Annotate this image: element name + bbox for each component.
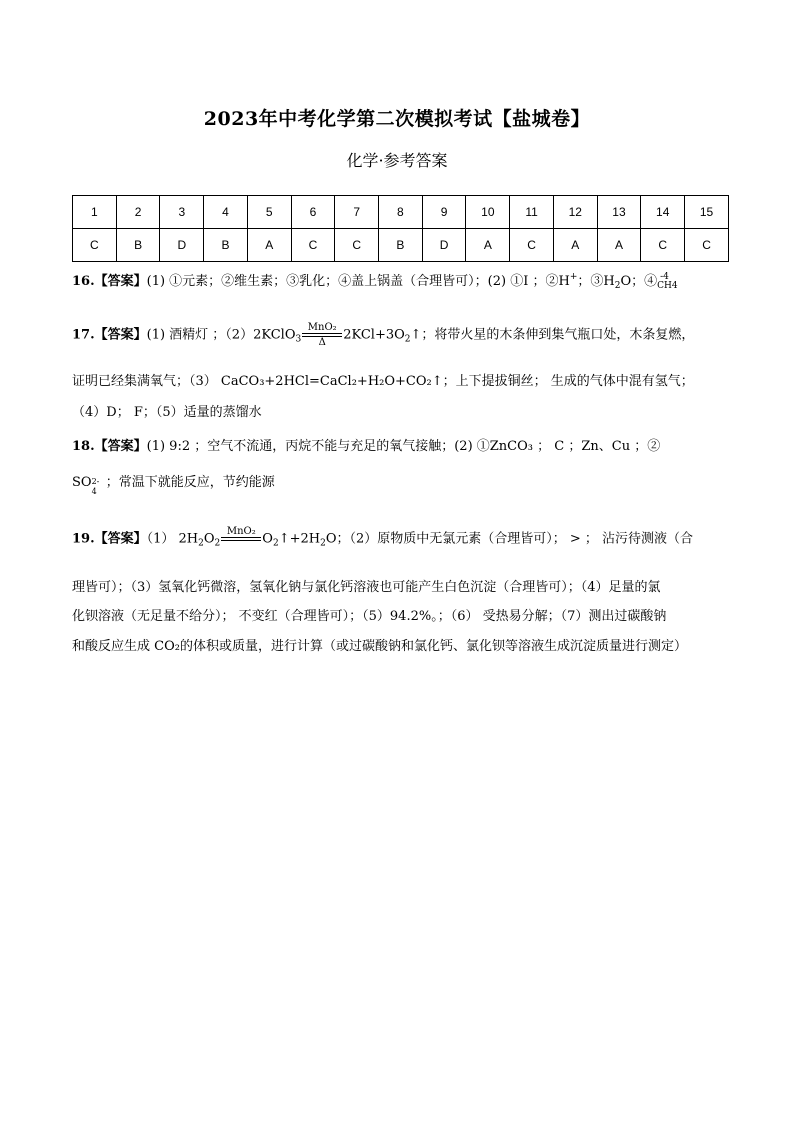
question-number-cell: 14 [641,196,685,229]
answer-19-line-4: 和酸反应生成 CO₂的体积或质量，进行计算（或过碳酸钠和氯化钙、氯化钡等溶液生成沉淀质量进行测定） [72,639,687,654]
answer-16-label: 16.【答案】 [72,274,147,289]
h2o2-subscript-2: 2 [214,538,221,549]
page-title: 2023年中考化学第二次模拟考试【盐城卷】 [203,108,591,130]
answer-cell: C [335,229,379,262]
answer-cell: C [510,229,554,262]
question-number-cell: 15 [685,196,729,229]
sulfate-symbol: SO [72,475,92,490]
answer-cell: C [73,229,117,262]
question-number-cell: 2 [116,196,160,229]
answer-17-line-2: 证明已经集满氧气；（3） CaCO₃+2HCl=CaCl₂+H₂O+CO₂↑；上下提拔铜丝； 生成的气体中混有氢气； [72,374,694,389]
question-number-cell: 3 [160,196,204,229]
answer-16 [72,272,732,292]
answer-19-line-3: 化钡溶液（无足量不给分）； 不变红（合理皆可）；（5）94.2%。；（6） 受热易分解；（7）测出过碳酸钠 [72,609,667,624]
answer-cell: A [597,229,641,262]
sulfate-charge [91,476,102,496]
answer-cell: A [466,229,510,262]
o2-subscript-19: 2 [272,538,279,549]
answer-18-line-1 [72,437,732,457]
answer-table-answer-row [73,229,729,262]
question-number-cell: 12 [553,196,597,229]
h2o2-subscript-1: 2 [198,538,204,549]
answer-cell: C [685,229,729,262]
answer-17-label: 17.【答案】 [72,327,147,343]
answer-cell: D [160,229,204,262]
question-number-cell: 1 [73,196,117,229]
h-plus-superscript: + [569,272,578,282]
catalyst-label: MnO₂ [307,322,337,333]
kclo3-subscript: 3 [295,334,302,345]
question-number-cell: 10 [466,196,510,229]
answer-19-o2: O [262,531,273,547]
answer-19-text-3: ↑+2H [278,531,321,547]
answer-19-text-2: O [203,531,215,547]
answer-cell: B [116,229,160,262]
reaction-condition-arrow [302,322,342,348]
answer-cell: B [379,229,423,262]
question-number-cell: 6 [291,196,335,229]
question-number-cell: 7 [335,196,379,229]
answer-18-label: 18.【答案】 [72,439,147,454]
answer-18-line-2 [72,473,732,496]
answer-17-text-3: ↑；将带火星的木条伸到集气瓶口处，木条复燃， [410,327,695,343]
answer-16-text-2: ；③H [577,274,615,289]
sulfate-superscript: 2- [91,476,100,486]
answer-16-text-1: (1) ①元素；②维生素；③乳化；④盖上锅盖（合理皆可）；(2) ①I ；②H [146,274,570,289]
answer-17-text-1: (1) 酒精灯 ；（2）2KClO [146,327,296,343]
o2-subscript: 2 [404,334,411,345]
answer-17-line-3: （4）D； F；（5）适量的蒸馏水 [72,405,262,420]
question-number-cell: 9 [422,196,466,229]
answer-cell: D [422,229,466,262]
sulfate-subscript: 4 [91,486,97,496]
answer-16-text-3: O；④ [620,274,658,289]
answer-17-line-1 [72,322,732,348]
question-number-cell: 5 [247,196,291,229]
page-subtitle: 化学·参考答案 [346,151,448,170]
catalyst-label-19: MnO₂ [226,526,256,537]
h2o-subscript-19: 2 [320,538,326,549]
answer-cell: C [291,229,335,262]
question-number-cell: 11 [510,196,554,229]
answer-19-text-1: （1） 2H [146,531,199,547]
answer-18-text-2: ；常温下就能反应，节约能源 [101,475,275,490]
answer-17-text-2: 2KCl+3O [343,327,405,343]
answer-table-number-row [73,196,729,229]
answer-18-text-1: (1) 9:2 ；空气不流通，丙烷不能与充足的氧气接触；(2) ①ZnCO₃ ； C ；Zn、Cu ；② [146,439,661,454]
answer-19-line-2: 理皆可）；（3）氢氧化钙微溶，氢氧化钠与氯化钙溶液也可能产生白色沉淀（合理皆可）；（4）足量的氯 [72,580,661,595]
question-number-cell: 8 [379,196,423,229]
answer-cell: C [641,229,685,262]
answer-19-text-4: O；（2）原物质中无氯元素（合理皆可）； > ； 沾污待测液（合 [325,531,694,547]
answer-table [72,195,729,262]
ch4-valence-mark: -4 [660,271,669,282]
answer-16-ch4: CH [657,280,672,291]
answer-19-label: 19.【答案】 [72,531,147,547]
question-number-cell: 4 [204,196,248,229]
answer-19-line-1 [72,526,732,552]
ch4-subscript: 4 [671,281,678,291]
ch4-valence [657,273,672,291]
question-number-cell: 13 [597,196,641,229]
reaction-condition-arrow-19 [221,526,261,552]
heat-label: Δ [318,337,326,348]
answer-cell: A [247,229,291,262]
answer-cell: A [553,229,597,262]
h2o-subscript: 2 [614,281,621,291]
answer-cell: B [204,229,248,262]
